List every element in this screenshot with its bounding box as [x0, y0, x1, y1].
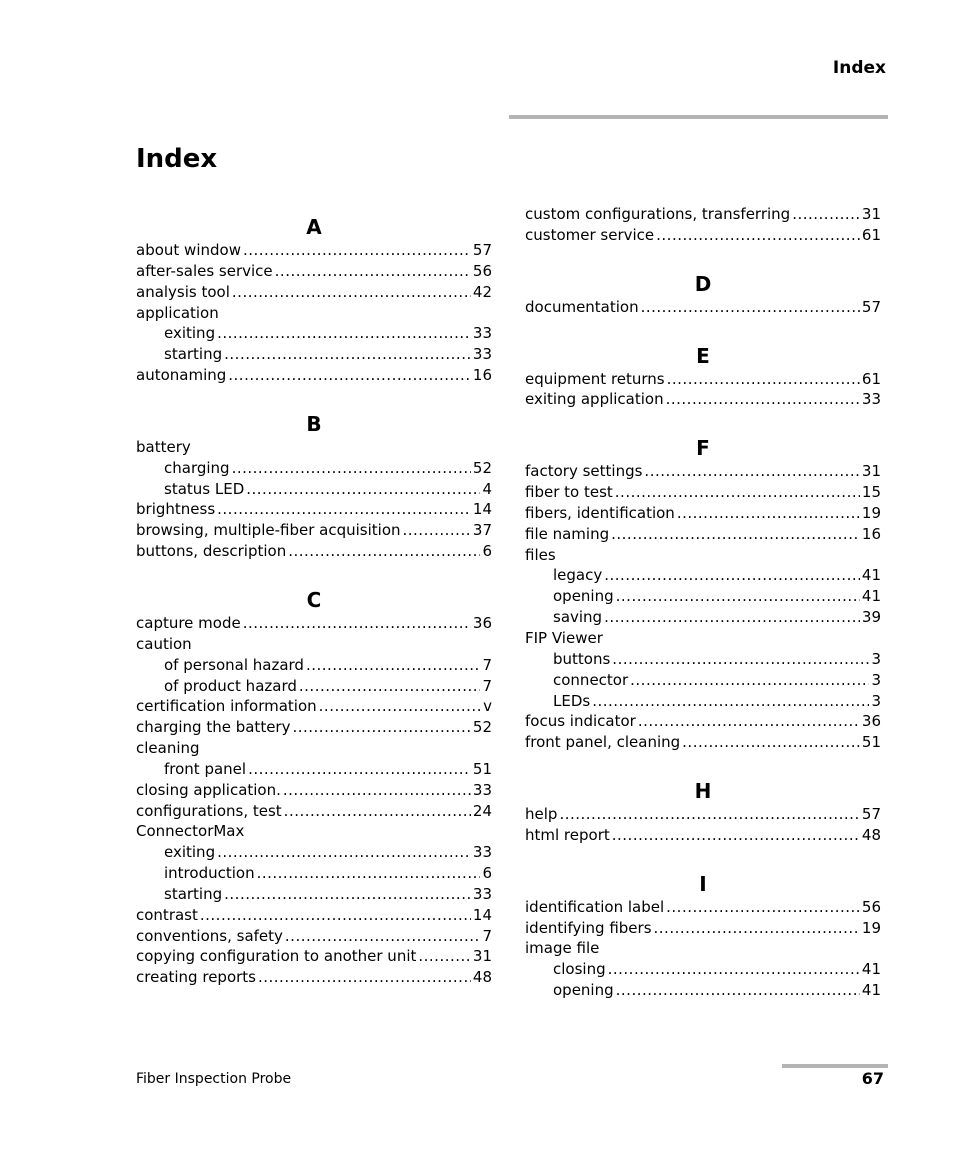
index-entry — [136, 261, 492, 282]
index-page-number: 7 — [482, 676, 492, 695]
index-term: customer service — [525, 225, 655, 244]
index-entry — [136, 696, 492, 717]
index-subentry — [525, 670, 881, 691]
dot-leader — [200, 905, 471, 926]
index-entry — [136, 967, 492, 988]
index-term: factory settings — [525, 462, 643, 481]
dot-leader — [217, 499, 471, 520]
index-page-number: 7 — [482, 926, 492, 945]
index-entry — [525, 711, 881, 732]
index-page-number: 56 — [472, 261, 492, 280]
index-letter-heading: A — [306, 215, 322, 239]
index-entry — [136, 499, 492, 520]
index-page-number: 41 — [861, 566, 881, 585]
index-column-right — [525, 204, 881, 1001]
dot-leader — [682, 732, 860, 753]
dot-leader — [292, 717, 470, 738]
dot-leader — [283, 780, 471, 801]
index-entry — [136, 738, 492, 759]
index-term: cleaning — [136, 739, 200, 758]
dot-leader — [306, 655, 480, 676]
dot-leader — [299, 676, 481, 697]
index-term: capture mode — [136, 613, 241, 632]
index-entry — [525, 918, 881, 939]
dot-leader — [258, 967, 471, 988]
dot-leader — [243, 613, 471, 634]
index-page-number: 31 — [861, 205, 881, 223]
index-term: custom configurations, transferring — [525, 205, 791, 223]
section-spacer — [525, 846, 881, 872]
dot-leader — [616, 980, 860, 1001]
dot-leader — [559, 804, 859, 825]
index-letter-heading: I — [699, 871, 707, 896]
footer-rule — [782, 1064, 888, 1068]
index-term: identifying fibers — [525, 918, 652, 937]
index-term: creating reports — [136, 968, 256, 987]
index-page-number: 16 — [861, 524, 881, 543]
dot-leader — [677, 503, 860, 524]
index-subentry — [525, 565, 881, 586]
index-page-number: 15 — [861, 483, 881, 502]
index-term: certification information — [136, 697, 317, 716]
index-entry — [136, 780, 492, 801]
index-page-number: 61 — [861, 369, 881, 388]
index-page-number: 57 — [861, 297, 881, 316]
index-page-number: 41 — [861, 587, 881, 606]
dot-leader — [666, 389, 860, 410]
section-spacer — [525, 318, 881, 344]
index-page-number: 41 — [861, 981, 881, 1000]
index-page-number: 57 — [472, 241, 492, 259]
index-page-number: 6 — [482, 864, 492, 883]
index-letter-heading: E — [696, 343, 710, 368]
index-entry — [136, 634, 492, 655]
index-term: front panel, cleaning — [525, 733, 681, 752]
index-term: of personal hazard — [164, 655, 304, 674]
index-entry — [136, 801, 492, 822]
dot-leader — [792, 204, 860, 225]
index-page-number: 3 — [871, 691, 881, 710]
dot-leader — [246, 479, 480, 500]
dot-leader — [608, 959, 860, 980]
index-term: legacy — [553, 566, 603, 585]
dot-leader — [224, 344, 471, 365]
index-term: copying configuration to another unit — [136, 947, 417, 966]
section-spacer — [525, 246, 881, 272]
index-term: exiting application — [525, 390, 664, 409]
index-term: closing application. — [136, 780, 281, 799]
index-term: starting — [164, 345, 223, 364]
index-term: file naming — [525, 524, 610, 543]
dot-leader — [611, 524, 860, 545]
index-entry — [136, 303, 492, 324]
index-subentry — [525, 649, 881, 670]
index-entry — [136, 437, 492, 458]
index-entry — [136, 613, 492, 634]
section-spacer — [136, 562, 492, 588]
index-page-number: v — [483, 697, 492, 716]
index-page-number: 42 — [472, 282, 492, 301]
index-term: application — [136, 303, 219, 322]
dot-leader — [403, 520, 471, 541]
index-term: image file — [525, 939, 600, 958]
index-entry — [136, 240, 492, 261]
dot-leader — [630, 670, 869, 691]
index-term: documentation — [525, 297, 639, 316]
index-page-number: 19 — [861, 503, 881, 522]
index-page-number: 33 — [472, 843, 492, 862]
index-term: status LED — [164, 479, 245, 498]
index-page-number: 52 — [472, 718, 492, 737]
index-term: ConnectorMax — [136, 822, 245, 841]
index-subentry — [136, 759, 492, 780]
index-page-number: 33 — [472, 780, 492, 799]
index-page-number: 14 — [472, 905, 492, 924]
index-term: of product hazard — [164, 676, 297, 695]
dot-leader — [612, 649, 869, 670]
section-spacer — [525, 410, 881, 436]
dot-leader — [656, 225, 860, 246]
index-page-number: 24 — [472, 801, 492, 820]
index-entry — [136, 926, 492, 947]
index-entry — [525, 825, 881, 846]
index-page-number: 51 — [861, 733, 881, 752]
index-entry — [525, 804, 881, 825]
index-entry — [525, 503, 881, 524]
index-page-number: 16 — [472, 366, 492, 385]
dot-leader — [232, 282, 471, 303]
index-term: charging — [164, 458, 230, 477]
index-term: identification label — [525, 897, 665, 916]
dot-leader — [604, 565, 860, 586]
index-page-number: 3 — [871, 670, 881, 689]
index-page-number: 6 — [482, 542, 492, 561]
index-entry — [136, 282, 492, 303]
index-entry — [525, 204, 881, 225]
index-page-number: 61 — [861, 225, 881, 244]
index-subentry — [525, 691, 881, 712]
dot-leader — [616, 586, 860, 607]
index-subentry — [525, 959, 881, 980]
dot-leader — [604, 607, 860, 628]
index-entry — [525, 461, 881, 482]
index-term: about window — [136, 241, 241, 259]
index-page-number: 51 — [472, 759, 492, 778]
index-term: equipment returns — [525, 369, 665, 388]
index-term: buttons — [553, 649, 611, 668]
index-page-number: 48 — [861, 825, 881, 844]
dot-leader — [654, 918, 860, 939]
index-page-number: 39 — [861, 608, 881, 627]
index-page-number: 33 — [472, 324, 492, 343]
index-entry — [525, 897, 881, 918]
index-subentry — [136, 323, 492, 344]
index-term: browsing, multiple-fiber acquisition — [136, 521, 401, 540]
index-term: closing — [553, 960, 606, 979]
index-entry — [525, 938, 881, 959]
index-term: analysis tool — [136, 282, 230, 301]
index-entry — [525, 524, 881, 545]
dot-leader — [644, 461, 859, 482]
index-term: starting — [164, 884, 223, 903]
index-subentry — [136, 344, 492, 365]
index-entry — [525, 225, 881, 246]
section-spacer — [136, 386, 492, 412]
index-page-number: 56 — [861, 897, 881, 916]
index-entry — [136, 905, 492, 926]
index-page-number: 31 — [861, 462, 881, 481]
dot-leader — [217, 842, 471, 863]
index-page-number: 41 — [861, 960, 881, 979]
index-page-number: 52 — [472, 458, 492, 477]
index-term: charging the battery — [136, 718, 291, 737]
index-subentry — [136, 479, 492, 500]
index-subentry — [136, 458, 492, 479]
index-entry — [136, 946, 492, 967]
index-term: buttons, description — [136, 542, 287, 561]
dot-leader — [667, 369, 860, 390]
index-term: configurations, test — [136, 801, 282, 820]
dot-leader — [592, 691, 869, 712]
page-number: 67 — [861, 1069, 884, 1088]
index-term: contrast — [136, 905, 198, 924]
dot-leader — [275, 261, 471, 282]
index-letter-heading: B — [306, 411, 322, 436]
index-term: LEDs — [553, 691, 591, 710]
index-entry — [525, 732, 881, 753]
dot-leader — [615, 482, 860, 503]
index-term: html report — [525, 825, 610, 844]
index-entry — [136, 520, 492, 541]
index-entry — [136, 365, 492, 386]
dot-leader — [666, 897, 860, 918]
index-term: front panel — [164, 759, 247, 778]
index-term: focus indicator — [525, 712, 636, 731]
index-page-number: 36 — [472, 613, 492, 632]
index-page-number: 36 — [861, 712, 881, 731]
index-term: after-sales service — [136, 261, 273, 280]
index-letter-heading: C — [306, 587, 322, 612]
index-term: battery — [136, 437, 191, 456]
dot-leader — [418, 946, 471, 967]
index-term: exiting — [164, 843, 216, 862]
index-page-number: 33 — [861, 390, 881, 409]
dot-leader — [638, 711, 860, 732]
footer-product-name: Fiber Inspection Probe — [136, 1071, 292, 1087]
dot-leader — [285, 926, 481, 947]
index-page-number: 33 — [472, 345, 492, 364]
dot-leader — [228, 365, 471, 386]
section-spacer — [525, 753, 881, 779]
index-term: help — [525, 805, 558, 824]
dot-leader — [224, 884, 471, 905]
index-subentry — [136, 676, 492, 697]
index-page-number: 7 — [482, 655, 492, 674]
index-page-number: 33 — [472, 884, 492, 903]
index-entry — [525, 389, 881, 410]
index-term: introduction — [164, 864, 255, 883]
dot-leader — [612, 825, 860, 846]
dot-leader — [288, 541, 480, 562]
index-page-number: 14 — [472, 500, 492, 519]
index-letter-heading: D — [694, 271, 712, 296]
index-letter-heading: F — [696, 436, 710, 461]
index-term: exiting — [164, 324, 216, 343]
index-subentry — [136, 655, 492, 676]
index-page-number: 57 — [861, 805, 881, 824]
index-subentry — [525, 980, 881, 1001]
index-page-number: 37 — [472, 521, 492, 540]
index-letter-heading: H — [694, 779, 712, 804]
dot-leader — [248, 759, 471, 780]
index-entry — [525, 628, 881, 649]
index-term: connector — [553, 670, 629, 689]
index-term: opening — [553, 587, 614, 606]
index-subentry — [136, 884, 492, 905]
index-page-number: 31 — [472, 947, 492, 966]
header-rule — [509, 115, 888, 119]
index-page-number: 48 — [472, 968, 492, 987]
index-page-number: 19 — [861, 918, 881, 937]
index-entry — [525, 297, 881, 318]
index-column-left — [136, 215, 492, 988]
running-head: Index — [832, 58, 886, 78]
dot-leader — [284, 801, 471, 822]
dot-leader — [319, 696, 481, 717]
index-entry — [525, 369, 881, 390]
index-term: conventions, safety — [136, 926, 283, 945]
index-term: opening — [553, 981, 614, 1000]
index-page-number: 4 — [482, 479, 492, 498]
index-term: caution — [136, 634, 192, 653]
index-term: saving — [553, 608, 603, 627]
dot-leader — [257, 863, 481, 884]
index-term: fibers, identification — [525, 503, 675, 522]
dot-leader — [243, 240, 471, 261]
index-subentry — [525, 586, 881, 607]
dot-leader — [217, 323, 471, 344]
index-subentry — [136, 863, 492, 884]
index-term: FIP Viewer — [525, 628, 603, 647]
index-subentry — [525, 607, 881, 628]
dot-leader — [641, 297, 860, 318]
index-term: files — [525, 545, 556, 564]
index-entry — [525, 545, 881, 566]
index-entry — [136, 821, 492, 842]
index-term: fiber to test — [525, 483, 613, 502]
index-page-number: 3 — [871, 649, 881, 668]
index-entry — [136, 541, 492, 562]
index-subentry — [136, 842, 492, 863]
index-entry — [136, 717, 492, 738]
index-term: autonaming — [136, 366, 227, 385]
index-entry — [525, 482, 881, 503]
page-title: Index — [136, 144, 218, 174]
dot-leader — [232, 458, 471, 479]
index-term: brightness — [136, 500, 216, 519]
